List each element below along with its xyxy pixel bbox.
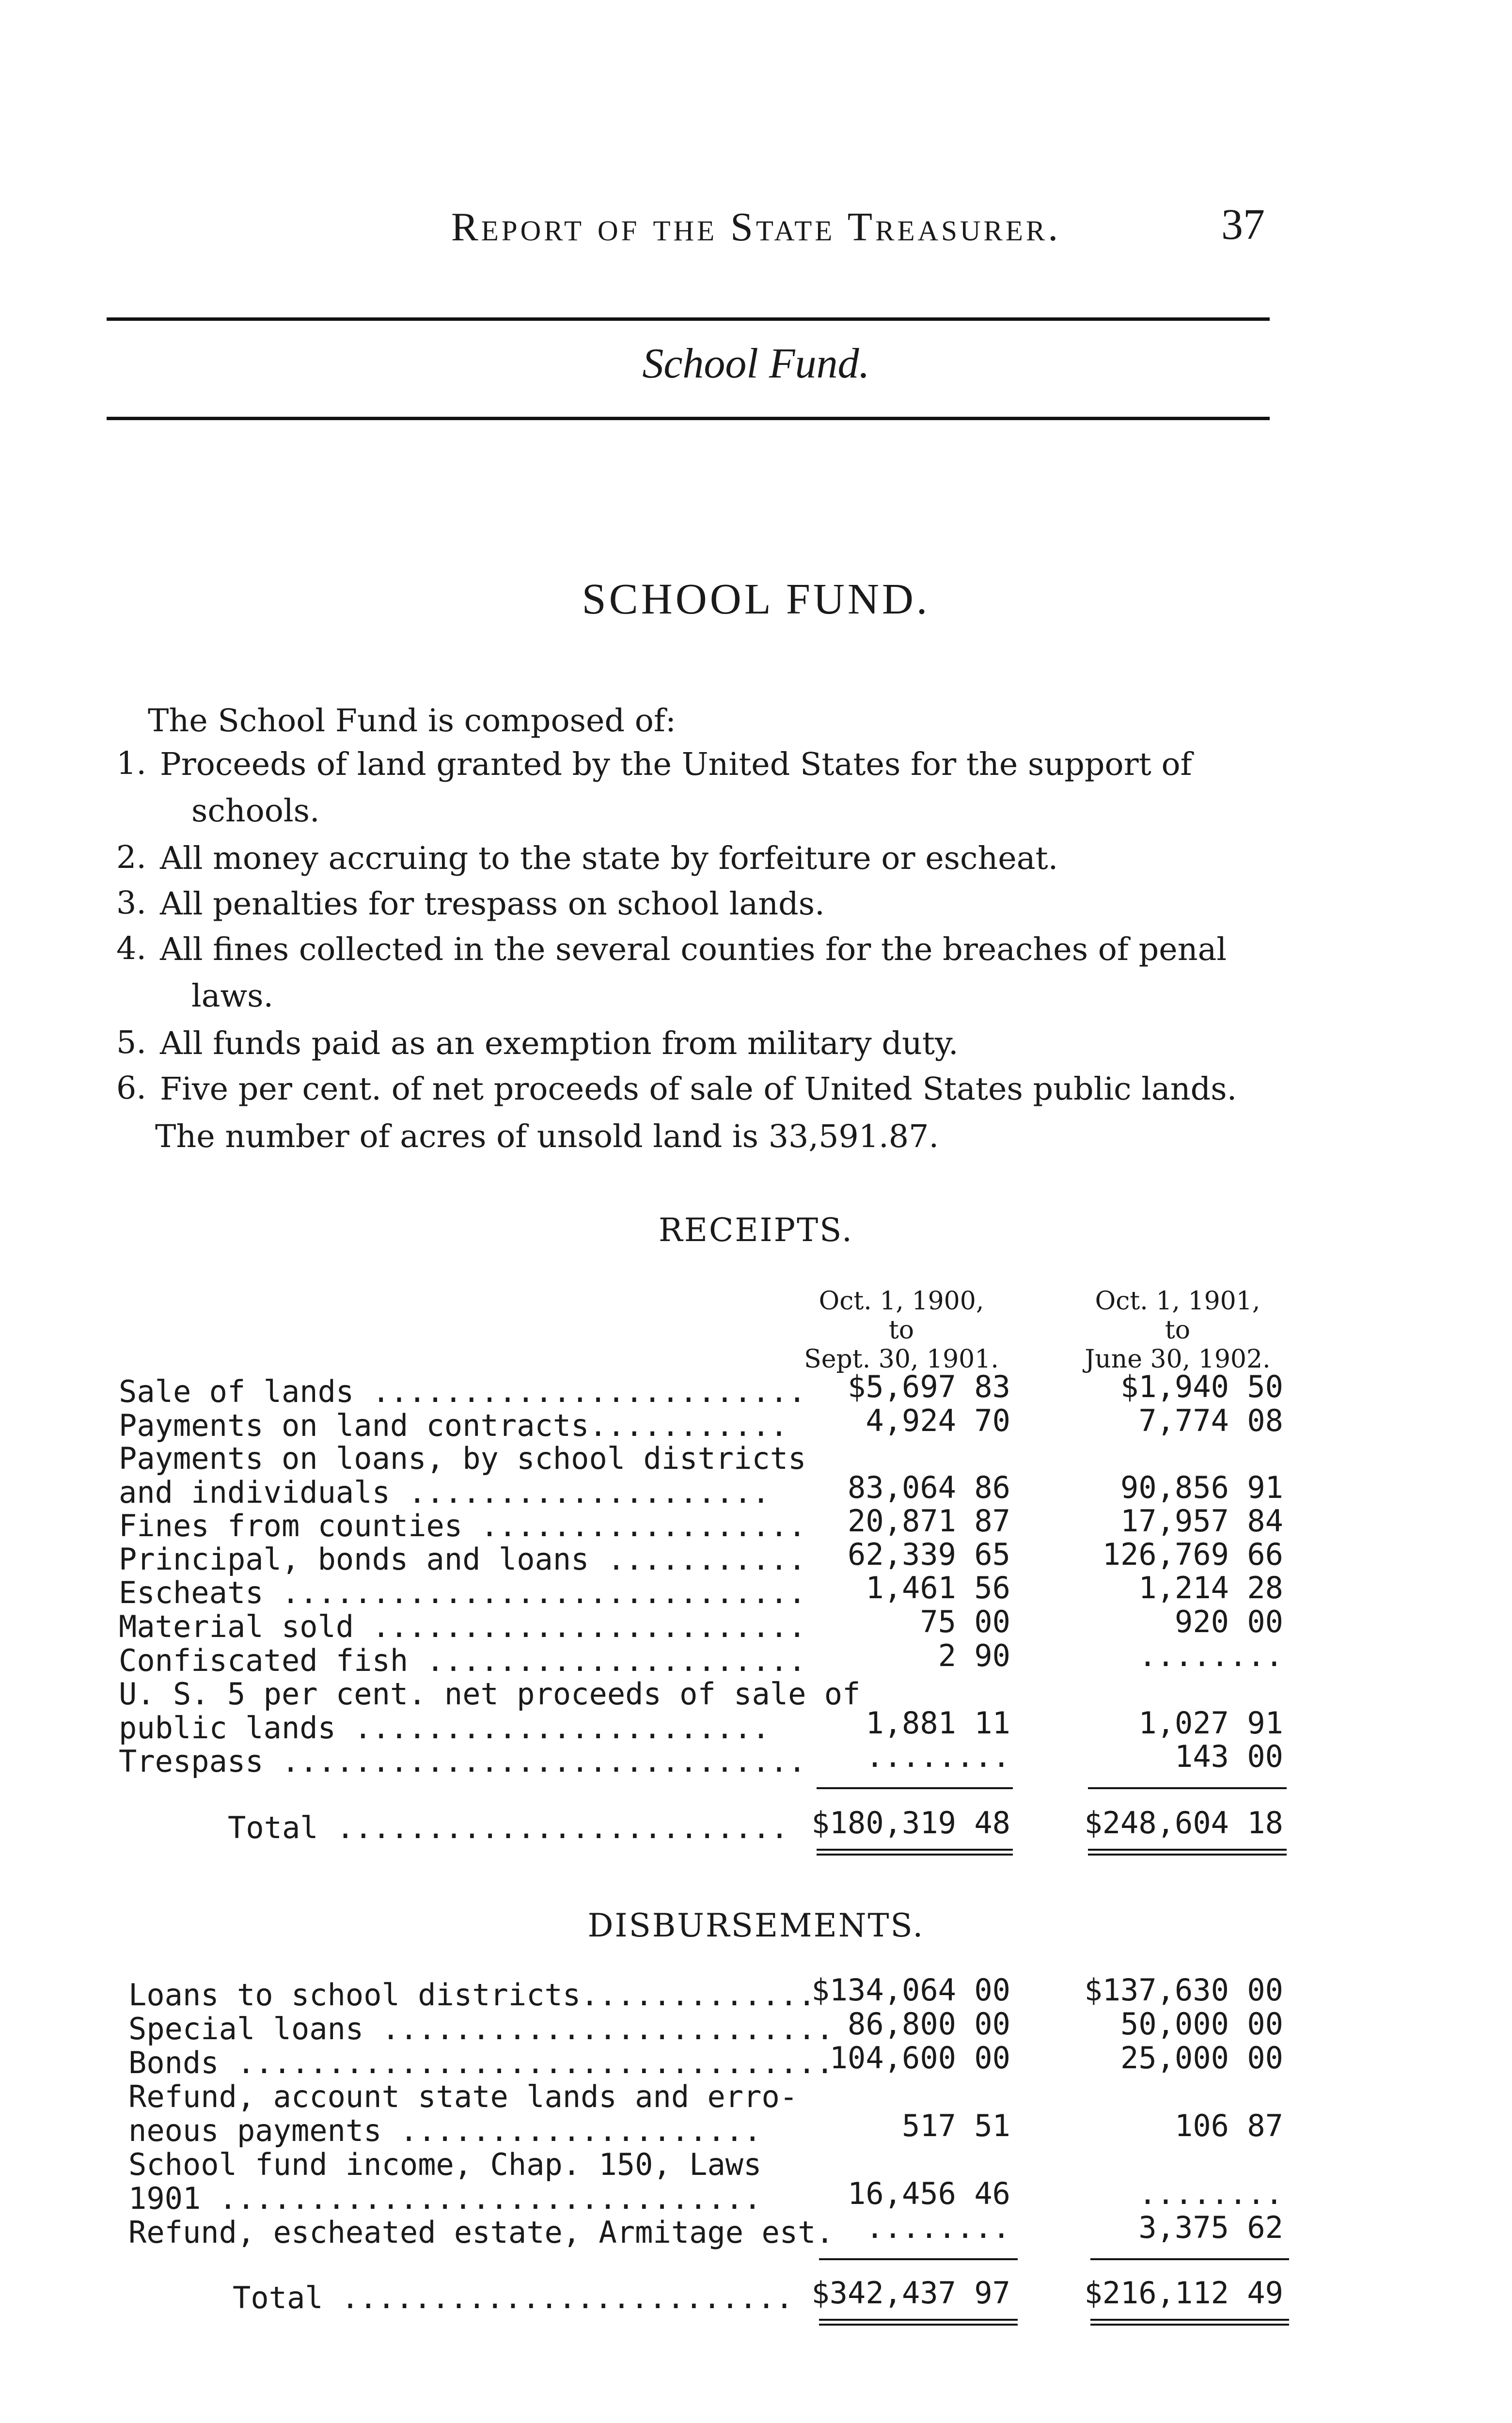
disbursement-amount-b: 50,000 00 bbox=[1120, 2006, 1283, 2042]
list-item-text-cont: schools. bbox=[191, 793, 320, 829]
disbursement-label: Special loans ......................... bbox=[128, 2011, 834, 2046]
list-item-number: 4. bbox=[116, 930, 147, 967]
col-b-header-line: to bbox=[1165, 1316, 1191, 1345]
disbursement-amount-a: 104,600 00 bbox=[829, 2040, 1010, 2076]
list-item-text: All money accruing to the state by forfeiture or escheat. bbox=[160, 840, 1058, 877]
receipts-sum-rule-b bbox=[1088, 1787, 1287, 1789]
disbursement-label-cont: 1901 .............................. bbox=[128, 2181, 762, 2216]
running-head: Report of the State Treasurer. bbox=[451, 205, 1061, 250]
receipts-sum-rule-a bbox=[817, 1787, 1013, 1789]
disbursements-total-rule-a bbox=[819, 2319, 1018, 2326]
receipt-amount-b: 17,957 84 bbox=[1120, 1503, 1283, 1539]
disbursements-title: DISBURSEMENTS. bbox=[587, 1907, 925, 1944]
receipts-title: RECEIPTS. bbox=[659, 1212, 853, 1249]
receipts-total-rule-b bbox=[1088, 1849, 1287, 1856]
disbursement-amount-a: 16,456 46 bbox=[848, 2176, 1010, 2211]
acres-note: The number of acres of unsold land is 33,591.87. bbox=[155, 1118, 939, 1155]
receipt-amount-a: 2 90 bbox=[938, 1638, 1010, 1673]
col-b-header-line: June 30, 1902. bbox=[1085, 1345, 1271, 1374]
page-number: 37 bbox=[1221, 201, 1265, 249]
receipt-amount-a: 75 00 bbox=[920, 1604, 1010, 1639]
list-item-number: 1. bbox=[116, 745, 147, 782]
disbursement-amount-a: $134,064 00 bbox=[811, 1972, 1010, 2008]
list-item-text: Five per cent. of net proceeds of sale of United States public lands. bbox=[160, 1071, 1237, 1107]
col-a-header-line: to bbox=[888, 1316, 914, 1345]
receipt-label-cont: and individuals .................... bbox=[119, 1475, 770, 1510]
receipt-amount-b: ........ bbox=[1138, 1638, 1283, 1673]
list-item-text-cont: laws. bbox=[191, 978, 274, 1014]
disbursements-total-a: $342,437 97 bbox=[811, 2275, 1010, 2311]
header-rule-top bbox=[107, 317, 1270, 321]
receipt-amount-b: 7,774 08 bbox=[1138, 1403, 1283, 1438]
col-a-header-line: Oct. 1, 1900, bbox=[819, 1287, 984, 1316]
list-item-text: All fines collected in the several counties for the breaches of penal bbox=[160, 931, 1227, 968]
receipt-amount-a: $5,697 83 bbox=[848, 1369, 1010, 1404]
disbursement-label: Loans to school districts............. bbox=[128, 1977, 816, 2013]
receipt-amount-b: 1,027 91 bbox=[1138, 1705, 1283, 1741]
receipt-amount-b: 920 00 bbox=[1175, 1604, 1283, 1639]
receipt-amount-a: 83,064 86 bbox=[848, 1470, 1010, 1505]
receipt-label-cont: public lands ....................... bbox=[119, 1710, 770, 1746]
disbursement-label: Refund, escheated estate, Armitage est. bbox=[128, 2215, 834, 2250]
receipt-amount-a: ........ bbox=[866, 1739, 1010, 1774]
disbursement-amount-b: ........ bbox=[1138, 2176, 1283, 2211]
col-a-header-line: Sept. 30, 1901. bbox=[804, 1345, 999, 1374]
disbursements-total-label: Total ......................... bbox=[233, 2280, 794, 2315]
receipt-label: Payments on land contracts........... bbox=[119, 1408, 788, 1443]
receipts-total-rule-a bbox=[817, 1849, 1013, 1856]
receipt-amount-a: 1,881 11 bbox=[866, 1705, 1010, 1741]
receipt-amount-a: 20,871 87 bbox=[848, 1503, 1010, 1539]
list-item-text: All penalties for trespass on school lands. bbox=[160, 886, 825, 922]
receipt-label: Principal, bonds and loans ........... bbox=[119, 1542, 806, 1577]
receipt-label: Trespass ............................. bbox=[119, 1744, 806, 1779]
list-item-number: 3. bbox=[116, 885, 147, 921]
header-rule-bottom bbox=[107, 417, 1270, 420]
receipt-label: U. S. 5 per cent. net proceeds of sale of bbox=[119, 1676, 861, 1712]
receipt-amount-b: 1,214 28 bbox=[1138, 1570, 1283, 1605]
receipt-label: Sale of lands ........................ bbox=[119, 1374, 806, 1409]
list-item-number: 5. bbox=[116, 1024, 147, 1061]
receipts-total-b: $248,604 18 bbox=[1084, 1805, 1283, 1841]
disbursements-sum-rule-b bbox=[1090, 2258, 1289, 2260]
receipt-amount-a: 4,924 70 bbox=[866, 1403, 1010, 1438]
receipt-label: Payments on loans, by school districts bbox=[119, 1441, 806, 1476]
receipt-amount-b: $1,940 50 bbox=[1120, 1369, 1283, 1404]
disbursement-amount-b: 25,000 00 bbox=[1120, 2040, 1283, 2076]
receipts-col-b-header bbox=[1071, 1287, 1284, 1374]
list-item-text: All funds paid as an exemption from military duty. bbox=[160, 1025, 959, 1062]
disbursement-label: Bonds ................................. bbox=[128, 2045, 834, 2080]
disbursement-label-cont: neous payments .................... bbox=[128, 2113, 762, 2148]
receipt-amount-b: 90,856 91 bbox=[1120, 1470, 1283, 1505]
disbursement-amount-b: $137,630 00 bbox=[1084, 1972, 1283, 2008]
disbursements-sum-rule-a bbox=[819, 2258, 1018, 2260]
list-item-number: 2. bbox=[116, 839, 147, 876]
receipt-label: Fines from counties .................. bbox=[119, 1508, 806, 1543]
receipt-amount-a: 62,339 65 bbox=[848, 1537, 1010, 1572]
disbursements-total-rule-b bbox=[1090, 2319, 1289, 2326]
disbursement-label: Refund, account state lands and erro- bbox=[128, 2079, 798, 2114]
disbursement-label: School fund income, Chap. 150, Laws bbox=[128, 2147, 762, 2182]
intro-lead: The School Fund is composed of: bbox=[148, 703, 676, 739]
receipt-amount-b: 143 00 bbox=[1175, 1739, 1283, 1774]
disbursement-amount-a: 517 51 bbox=[902, 2108, 1010, 2143]
disbursement-amount-b: 3,375 62 bbox=[1138, 2210, 1283, 2245]
disbursements-total-b: $216,112 49 bbox=[1084, 2275, 1283, 2311]
disbursement-amount-b: 106 87 bbox=[1175, 2108, 1283, 2143]
receipts-total-label: Total ......................... bbox=[228, 1810, 789, 1845]
receipt-amount-b: 126,769 66 bbox=[1102, 1537, 1283, 1572]
list-item-number: 6. bbox=[116, 1070, 147, 1106]
section-title: SCHOOL FUND. bbox=[582, 575, 930, 623]
receipt-label: Material sold ........................ bbox=[119, 1609, 806, 1644]
receipt-amount-a: 1,461 56 bbox=[866, 1570, 1010, 1605]
disbursement-amount-a: 86,800 00 bbox=[848, 2006, 1010, 2042]
receipt-label: Confiscated fish ..................... bbox=[119, 1643, 806, 1678]
list-item-text: Proceeds of land granted by the United States for the support of bbox=[160, 746, 1192, 783]
receipt-label: Escheats ............................. bbox=[119, 1575, 806, 1610]
receipts-total-a: $180,319 48 bbox=[811, 1805, 1010, 1841]
disbursement-amount-a: ........ bbox=[866, 2210, 1010, 2245]
page-subheading: School Fund. bbox=[642, 340, 870, 387]
col-b-header-line: Oct. 1, 1901, bbox=[1095, 1287, 1260, 1316]
receipts-col-a-header bbox=[795, 1287, 1008, 1374]
